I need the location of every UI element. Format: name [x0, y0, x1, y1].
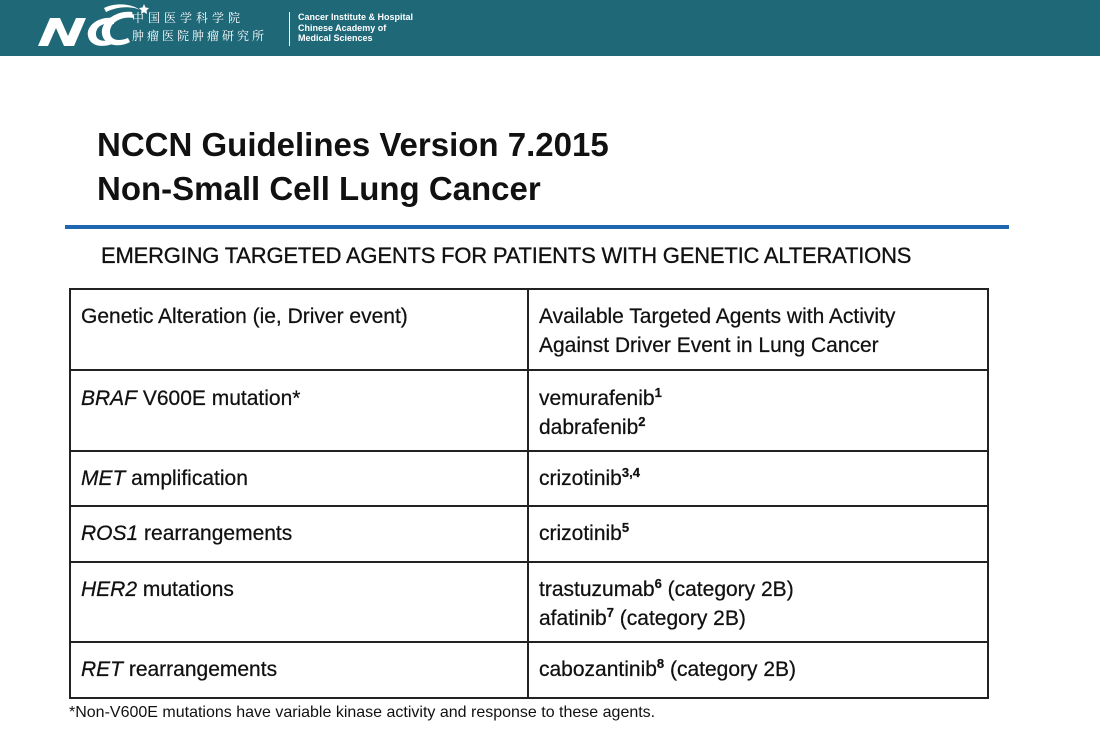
agent-line — [539, 575, 977, 604]
gene-name: ROS1 — [81, 522, 139, 545]
logo-divider — [289, 12, 290, 46]
reference-number: 5 — [621, 520, 630, 535]
header-bar — [0, 0, 1100, 56]
section-heading: EMERGING TARGETED AGENTS FOR PATIENTS WITH GENETIC ALTERATIONS — [101, 243, 912, 268]
alteration-type: rearrangements — [138, 522, 293, 545]
gene-name: MET — [81, 467, 126, 490]
column-header-agents — [528, 289, 988, 370]
alteration-cell — [70, 562, 528, 642]
agent-category-note: (category 2B) — [661, 578, 794, 601]
agent-line — [539, 519, 977, 548]
agent-name: crizotinib — [539, 522, 622, 545]
agent-line — [539, 384, 977, 413]
targeted-agents-table — [69, 288, 989, 699]
table-row — [70, 562, 988, 642]
institution-english-name — [298, 12, 413, 44]
page-title — [97, 123, 609, 211]
agent-name: trastuzumab — [539, 578, 655, 601]
reference-number: 1 — [654, 385, 662, 400]
table-row — [70, 451, 988, 506]
table-row — [70, 506, 988, 562]
reference-number: 8 — [656, 656, 665, 671]
alteration-cell — [70, 642, 528, 698]
agents-cell — [528, 451, 988, 506]
alteration-type: mutations — [137, 578, 234, 601]
reference-number: 6 — [654, 576, 662, 591]
gene-name: BRAF — [81, 387, 138, 410]
agent-category-note: (category 2B) — [664, 658, 797, 681]
table-footnote: *Non-V600E mutations have variable kinase activity and response to these agents. — [69, 704, 656, 721]
alteration-type: rearrangements — [123, 658, 278, 681]
title-line1: NCCN Guidelines Version 7.2015 — [97, 126, 609, 163]
table-header-row — [70, 289, 988, 370]
table-row — [70, 642, 988, 698]
agent-name: afatinib — [539, 607, 607, 630]
agent-line — [539, 655, 977, 684]
agent-name: vemurafenib — [539, 387, 655, 410]
gene-name: RET — [81, 658, 123, 681]
reference-number: 2 — [638, 414, 646, 429]
agent-name: cabozantinib — [539, 658, 657, 681]
agent-line — [539, 464, 977, 493]
column-header-alteration-text: Genetic Alteration (ie, Driver event) — [81, 305, 408, 328]
alteration-type: amplification — [125, 467, 248, 490]
agents-cell — [528, 642, 988, 698]
english-name-line1: Cancer Institute & Hospital — [298, 12, 414, 22]
column-header-alteration — [70, 289, 528, 370]
alteration-cell — [70, 370, 528, 451]
table-row — [70, 370, 988, 451]
agent-line — [539, 604, 977, 633]
agent-category-note: (category 2B) — [613, 607, 746, 630]
gene-name: HER2 — [81, 578, 138, 601]
title-divider — [65, 225, 1009, 229]
title-line2: Non-Small Cell Lung Cancer — [97, 170, 541, 207]
agents-cell — [528, 370, 988, 451]
chinese-name-line1: 中国医学科学院 — [132, 11, 245, 25]
chinese-name-line2: 肿瘤医院肿瘤研究所 — [132, 29, 268, 43]
column-header-agents-line1: Available Targeted Agents with Activity — [539, 305, 896, 328]
reference-number: 3,4 — [621, 465, 640, 480]
column-header-agents-line2: Against Driver Event in Lung Cancer — [539, 334, 879, 357]
institution-chinese-name — [132, 9, 267, 45]
agent-line — [539, 413, 977, 442]
agent-name: crizotinib — [539, 467, 622, 490]
english-name-line2: Chinese Academy of — [298, 22, 387, 33]
reference-number: 7 — [606, 605, 614, 620]
alteration-type: V600E mutation* — [137, 387, 301, 410]
alteration-cell — [70, 451, 528, 506]
agent-name: dabrafenib — [539, 416, 639, 439]
alteration-cell — [70, 506, 528, 562]
english-name-line3: Medical Sciences — [298, 33, 373, 43]
agents-cell — [528, 506, 988, 562]
agents-cell — [528, 562, 988, 642]
